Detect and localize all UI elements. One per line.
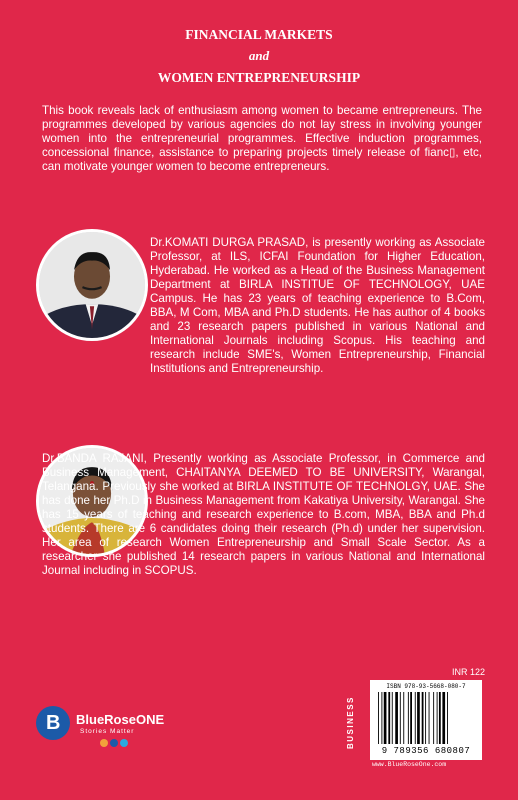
book-blurb: This book reveals lack of enthusiasm among women to became entrepreneurs. The programmes developed by various agencies do not lay stress in involving younger women into the entrepreneurial programmes. Effective induction programmes, concessional finance, assistance to preparing projects timely release of fianc▯, etc, can motivate younger women to become entrepreneurs. xyxy=(42,104,482,173)
instagram-icon xyxy=(100,739,108,747)
publisher-tagline: Stories Matter xyxy=(80,728,135,735)
price-label: INR 122 xyxy=(452,667,486,677)
social-icons xyxy=(100,739,128,747)
twitter-icon xyxy=(120,739,128,747)
barcode-bars xyxy=(378,692,474,744)
barcode-digits: 9 789356 680807 xyxy=(381,746,471,756)
author1-portrait-image xyxy=(39,232,145,338)
publisher-logo-icon: B xyxy=(36,706,70,740)
publisher-name: BlueRoseONE xyxy=(76,712,165,727)
author1-photo xyxy=(36,229,148,341)
barcode xyxy=(370,680,482,760)
publisher-logo xyxy=(36,702,186,752)
book-title-line1: FINANCIAL MARKETS xyxy=(185,27,333,42)
publisher-website: www.BlueRoseOne.com xyxy=(372,761,447,768)
facebook-icon xyxy=(110,739,118,747)
author2-bio: Dr.BANDA RAJANI, Presently working as Associate Professor, in Commerce and Business Management, CHAITANYA DEEMED TO BE UNIVERSITY, Warangal, Telangana. Previously she worked at BIRLA INSTITUTE OF TECHNOLGY, UAE. She has done her Ph.D in Business Management from Kakatiya University, Warangal. She has 15 years of teaching and research experience to B.com, MBA, BBA and Ph.d students. There are 6 candidates doing their research (Ph.d) under her supervision. Her area of research Women Entrepreneurship and Small Scale Sector. As a researcher she published 14 research papers in various National and International Journal including in SCOPUS. xyxy=(42,452,485,577)
author1-bio: Dr.KOMATI DURGA PRASAD, is presently working as Associate Professor, at ILS, ICFAI Foundation for Higher Education, Hyderabad. He worked as a Head of the Business Management Department at BIRLA INSTITUE OF TECHNOLOGY, UAE Campus. He has 23 years of teaching experience to B.Com, BBA, M Com, MBA and Ph.D students. He has author of 4 books and 23 research papers published in various National and International Journals including Scopus. His teaching and research include SME's, Women Entrepreneurship, Financial Institutions and Entrepreneurship. xyxy=(150,236,485,375)
category-label: BUSINESS xyxy=(346,696,355,749)
isbn-label: ISBN 978-93-5668-080-7 xyxy=(386,683,466,690)
book-title-conjunction: and xyxy=(248,48,270,63)
book-title-line2: WOMEN ENTREPRENEURSHIP xyxy=(157,70,361,85)
